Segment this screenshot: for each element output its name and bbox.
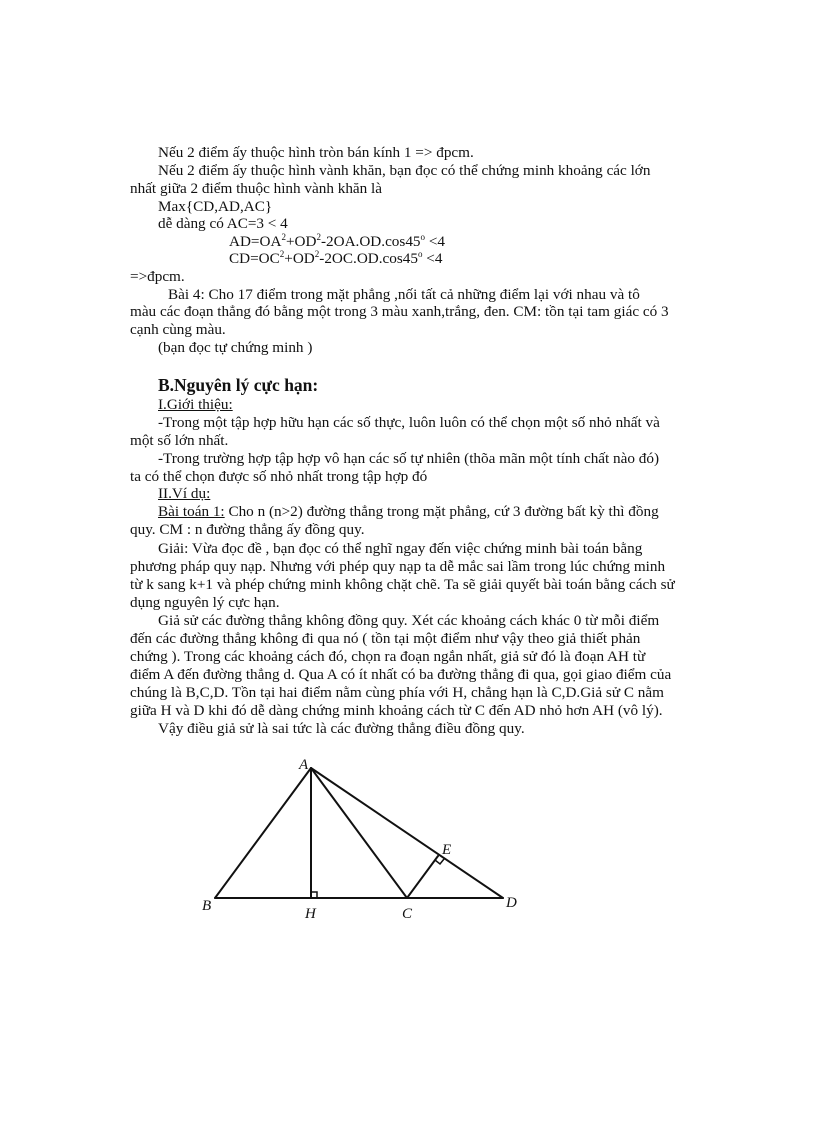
text-line: chứng ). Trong các khoảng cách đó, chọn ra đoạn ngắn nhất, giả sử đó là đoạn AH từ <box>130 648 646 665</box>
text-line: từ k sang k+1 và phép chứng minh không chặt chẽ. Ta sẽ giải quyết bài toán bằng cách sử <box>130 576 675 593</box>
label-b: B <box>202 898 212 914</box>
subheading-intro: I.Giới thiệu: <box>158 396 233 413</box>
geometry-figure <box>195 752 535 927</box>
text-line: đến các đường thẳng không đi qua nó ( tồn tại một điểm như vậy theo giả thiết phản <box>130 630 641 647</box>
text-line: nhất giữa 2 điểm thuộc hình vành khăn là <box>130 180 383 197</box>
text-line: Max{CD,AD,AC} <box>158 198 273 215</box>
label-e: E <box>442 842 452 858</box>
problem-title: Bài toán 1: <box>158 503 225 520</box>
text-line: một số lớn nhất. <box>130 432 229 449</box>
label-h: H <box>305 906 316 922</box>
text-line: =>đpcm. <box>130 268 185 285</box>
text-line: -Trong một tập hợp hữu hạn các số thực, luôn luôn có thể chọn một số nhỏ nhất và <box>158 414 660 431</box>
section-heading: B.Nguyên lý cực hạn: <box>158 375 319 395</box>
text-line: Giải: Vừa đọc đề , bạn đọc có thể nghĩ ngay đến việc chứng minh bài toán bằng <box>158 540 643 557</box>
text-line: quy. CM : n đường thẳng ấy đồng quy. <box>130 521 365 538</box>
text-line: Giả sử các đường thẳng không đồng quy. Xét các khoảng cách khác 0 từ mỗi điểm <box>158 612 660 629</box>
text-line: ta có thể chọn được số nhỏ nhất trong tập hợp đó <box>130 468 428 485</box>
text-line: dụng nguyên lý cực hạn. <box>130 594 280 611</box>
text-line: dễ dàng có AC=3 < 4 <box>158 215 288 232</box>
segment-ad <box>311 768 503 898</box>
text-line: giữa H và D khi đó dễ dàng chứng minh khoảng cách từ C đến AD nhỏ hơn AH (vô lý). <box>130 702 663 719</box>
formula-cd: $CD=OC^2+OD^2-2OC.OD.\cos 45^o <4$ <box>229 249 443 267</box>
formula-ad: $AD=OA^2+OD^2-2OA.OD.\cos 45^o <4$ <box>229 232 445 250</box>
text-line: -Trong trường hợp tập hợp vô hạn các số tự nhiên (thõa mãn một tính chất nào đó) <box>158 450 660 467</box>
text-line: Bài 4: Cho 17 điểm trong mặt phẳng ,nối tất cả những điểm lại với nhau và tô <box>168 286 640 303</box>
text-line: cạnh cùng màu. <box>130 321 226 338</box>
text-line: Vậy điều giả sử là sai tức là các đường thẳng điều đồng quy. <box>158 720 525 737</box>
text-line: Nếu 2 điểm ấy thuộc hình vành khăn, bạn đọc có thể chứng minh khoảng các lớn <box>158 162 651 179</box>
text-line: chúng là B,C,D. Tồn tại hai điểm nằm cùng phía với H, chẳng hạn là C,D.Giả sử C nằm <box>130 684 664 701</box>
label-d: D <box>506 895 517 911</box>
text-line: phương pháp quy nạp. Nhưng với phép quy nạp ta dễ mắc sai lầm trong lúc chứng minh <box>130 558 666 575</box>
text-line: điểm A đến đường thẳng d. Qua A có ít nhất có ba đường thẳng đi qua, gọi giao điểm của <box>130 666 672 683</box>
text-line: Nếu 2 điểm ấy thuộc hình tròn bán kính 1 => đpcm. <box>158 144 474 161</box>
segment-ac <box>311 768 407 898</box>
segment-ab <box>215 768 311 898</box>
segment-ce <box>407 856 438 898</box>
text-line: (bạn đọc tự chứng minh ) <box>158 339 313 356</box>
label-a: A <box>299 757 309 773</box>
text-line: màu các đoạn thẳng đó bằng một trong 3 màu xanh,trắng, đen. CM: tồn tại tam giác có 3 <box>130 303 669 320</box>
label-c: C <box>402 906 413 922</box>
subheading-examples: II.Ví dụ: <box>158 485 211 502</box>
problem-line: Bài toán 1: Cho n (n>2) đường thẳng trong mặt phẳng, cứ 3 đường bất kỳ thì đồng <box>158 503 659 520</box>
